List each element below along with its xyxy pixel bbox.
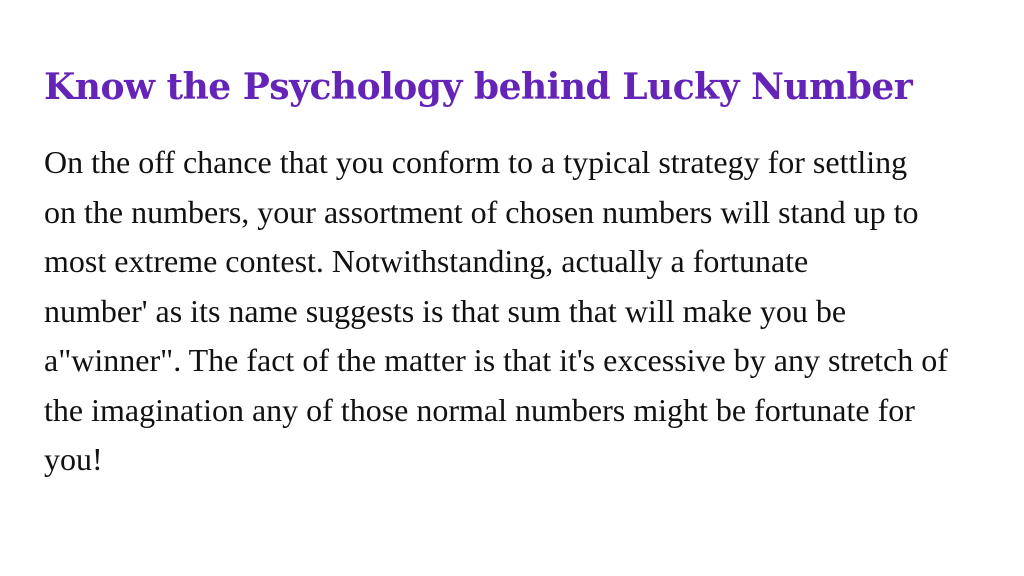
slide-title: Know the Psychology behind Lucky Number — [44, 66, 913, 108]
slide-paragraph: On the off chance that you conform to a typical strategy for settling on the numbers, your assortment of chosen numbers will stand up to most extreme contest. Notwithstanding, actually a fortunate number' as its name suggests is that sum that will make you be a"winner". The fact of the matter is that it's excessive by any stretch of the imagination any of those normal numbers might be fortunate for you! — [44, 144, 948, 477]
